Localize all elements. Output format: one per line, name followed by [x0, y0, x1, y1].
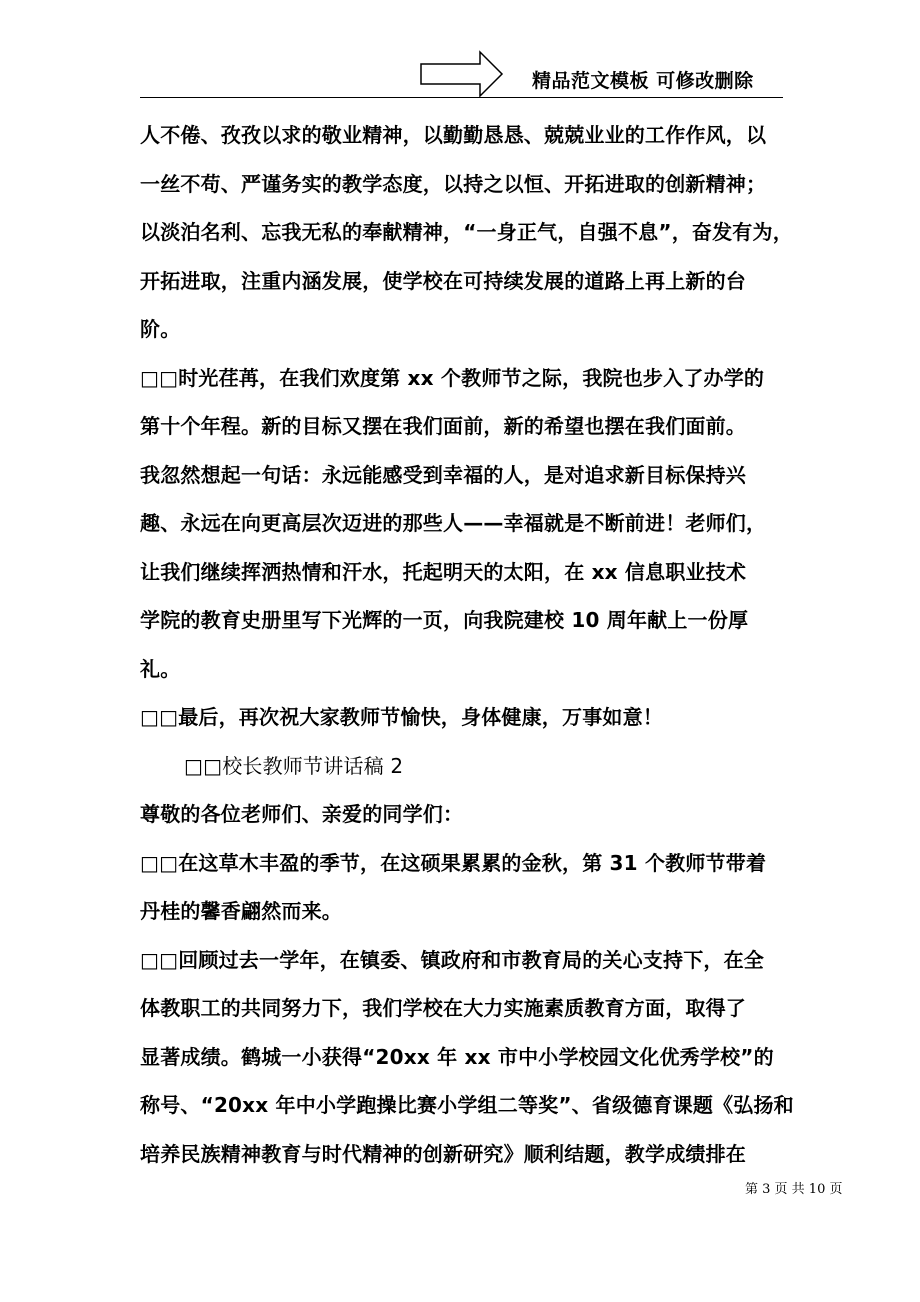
text-line: 丹桂的馨香翩然而来。: [140, 899, 342, 923]
text-line: 称号、“20xx 年中小学跑操比赛小学组二等奖”、省级德育课题《弘扬和: [140, 1093, 794, 1117]
header-title: 精品范文模板 可修改删除: [532, 70, 754, 92]
text-line: 趣、永远在向更高层次迈进的那些人——幸福就是不断前进！老师们，: [140, 511, 767, 535]
text-line: 学院的教育史册里写下光辉的一页，向我院建校 10 周年献上一份厚: [140, 608, 749, 632]
section-heading: □□校长教师节讲话稿 2: [184, 753, 404, 778]
text-line: 体教职工的共同努力下，我们学校在大力实施素质教育方面，取得了: [140, 996, 746, 1020]
text-line: 我忽然想起一句话：永远能感受到幸福的人，是对追求新目标保持兴: [140, 462, 746, 487]
text-line: 以淡泊名利、忘我无私的奉献精神，“一身正气，自强不息”，奋发有为，: [140, 220, 793, 244]
document-body: [140, 117, 794, 1184]
text-line: □□最后，再次祝大家教师节愉快，身体健康，万事如意！: [140, 705, 663, 729]
header-divider: [140, 97, 783, 98]
text-line: 让我们继续挥洒热情和汗水，托起明天的太阳，在 xx 信息职业技术: [140, 559, 747, 584]
text-line: 一丝不苟、严谨务实的教学态度，以持之以恒、开拓进取的创新精神；: [140, 171, 767, 196]
page-number: 第 3 页 共 10 页: [745, 1182, 843, 1197]
right-arrow-icon: [420, 50, 504, 98]
text-line: 礼。: [140, 656, 181, 681]
text-line: 显著成绩。鹤城一小获得“20xx 年 xx 市中小学校园文化优秀学校”的: [140, 1044, 774, 1069]
text-line: 培养民族精神教育与时代精神的创新研究》顺利结题，教学成绩排在: [140, 1141, 746, 1166]
text-line: 人不倦、孜孜以求的敬业精神，以勤勤恳恳、兢兢业业的工作作风，以: [140, 123, 767, 147]
text-line: 尊敬的各位老师们、亲爱的同学们：: [140, 802, 464, 826]
text-line: □□回顾过去一学年，在镇委、镇政府和市教育局的关心支持下，在全: [140, 947, 764, 972]
text-line: □□时光荏苒，在我们欢度第 xx 个教师节之际，我院也步入了办学的: [140, 365, 765, 390]
text-line: 开拓进取，注重内涵发展，使学校在可持续发展的道路上再上新的台: [140, 268, 746, 293]
text-line: □□在这草木丰盈的季节，在这硕果累累的金秋，第 31 个教师节带着: [140, 850, 767, 875]
text-line: 第十个年程。新的目标又摆在我们面前，新的希望也摆在我们面前。: [140, 414, 746, 438]
text-line: 阶。: [140, 317, 181, 341]
